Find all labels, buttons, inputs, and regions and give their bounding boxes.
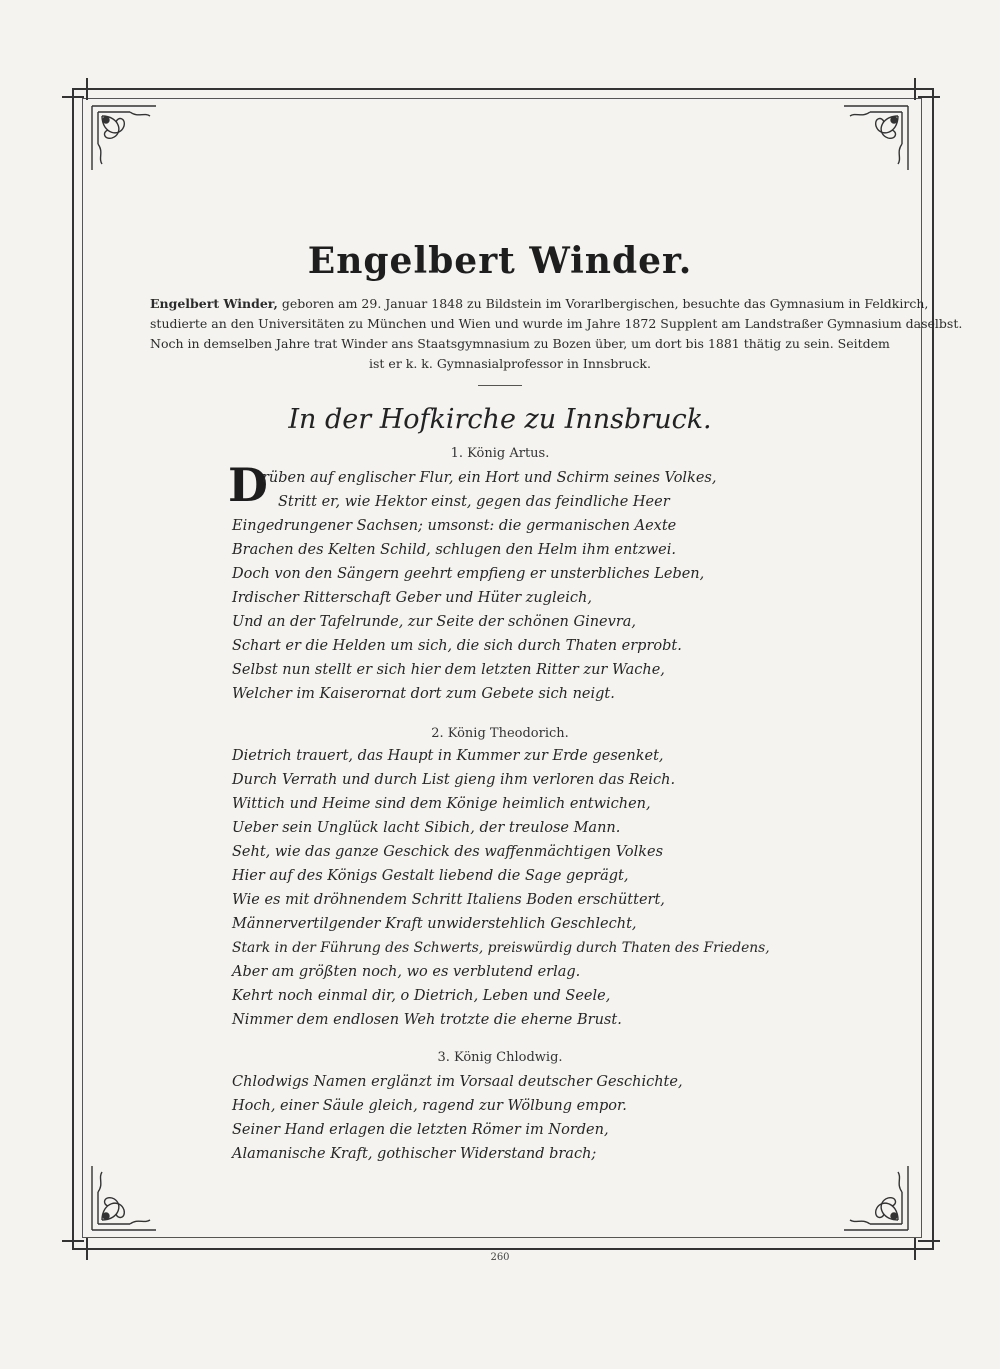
poem-line: Selbst nun stellt er sich hier dem letzten Ritter zur Wache,	[232, 662, 665, 678]
poem-line: Und an der Tafelrunde, zur Seite der schönen Ginevra,	[232, 614, 637, 630]
poem-line: Seht, wie das ganze Geschick des waffenmächtigen Volkes	[232, 844, 664, 860]
page-number: 260	[490, 1252, 510, 1263]
poem-line: Wie es mit dröhnendem Schritt Italiens Boden erschüttert,	[232, 892, 665, 908]
author-biography	[150, 294, 963, 374]
poem-line: Ueber sein Unglück lacht Sibich, der treulose Mann.	[232, 820, 621, 836]
corner-tick	[62, 96, 84, 98]
poem-line: Stark in der Führung des Schwerts, preiswürdig durch Thaten des Friedens,	[232, 940, 770, 956]
poem-line: Irdischer Ritterschaft Geber und Hüter zugleich,	[232, 590, 592, 606]
author-title: Engelbert Winder.	[307, 240, 693, 282]
poem-line: Hier auf des Königs Gestalt liebend die Sage geprägt,	[232, 868, 629, 884]
poem-line: Durch Verrath und durch List gieng ihm verloren das Reich.	[232, 772, 676, 788]
poem-line: Eingedrungener Sachsen; umsonst: die germanischen Aexte	[232, 518, 677, 534]
bio-line	[150, 294, 929, 314]
bio-author-name: Engelbert Winder,	[150, 296, 278, 311]
section-heading: 1. König Artus.	[450, 446, 550, 461]
corner-tick	[918, 96, 940, 98]
poem-line: Seiner Hand erlagen die letzten Römer im Norden,	[232, 1122, 609, 1138]
section-divider	[478, 385, 522, 386]
drop-cap: D	[228, 458, 268, 512]
poem-line: Welcher im Kaiserornat dort zum Gebete sich neigt.	[232, 686, 615, 702]
corner-tick	[86, 78, 88, 100]
corner-tick	[914, 78, 916, 100]
corner-tick	[918, 1240, 940, 1242]
bio-line: ist er k. k. Gymnasialprofessor in Innsbruck.	[369, 356, 651, 371]
poem-line: Nimmer dem endlosen Weh trotzte die eherne Brust.	[232, 1012, 622, 1028]
poem-title: In der Hofkirche zu Innsbruck.	[288, 404, 712, 435]
poem-line: Kehrt noch einmal dir, o Dietrich, Leben und Seele,	[232, 988, 611, 1004]
poem-line: Stritt er, wie Hektor einst, gegen das feindliche Heer	[278, 494, 670, 510]
poem-line: Chlodwigs Namen erglänzt im Vorsaal deutscher Geschichte,	[232, 1074, 683, 1090]
poem-line: Doch von den Sängern geehrt empfieng er unsterbliches Leben,	[232, 566, 705, 582]
poem-line: Brachen des Kelten Schild, schlugen den Helm ihm entzwei.	[232, 542, 676, 558]
section-heading: 2. König Theodorich.	[431, 726, 569, 741]
corner-tick	[62, 1240, 84, 1242]
poem-line: Aber am größten noch, wo es verblutend erlag.	[232, 964, 581, 980]
poem-line: Dietrich trauert, das Haupt in Kummer zur Erde gesenket,	[232, 748, 664, 764]
corner-ornament-top-right	[840, 104, 910, 174]
section-heading: 3. König Chlodwig.	[437, 1050, 563, 1065]
bio-line: Noch in demselben Jahre trat Winder ans Staatsgymnasium zu Bozen über, um dort bis 1881 thätig zu sein. Seitdem	[150, 336, 890, 351]
corner-ornament-bottom-right	[840, 1162, 910, 1232]
corner-ornament-bottom-left	[90, 1162, 160, 1232]
bio-text: geboren am 29. Januar 1848 zu Bildstein im Vorarlbergischen, besuchte das Gymnasium in Feldkirch,	[281, 296, 929, 311]
bio-line: studierte an den Universitäten zu München und Wien und wurde im Jahre 1872 Supplent am Landstraßer Gymnasium daselbst.	[150, 316, 963, 331]
corner-ornament-top-left	[90, 104, 160, 174]
poem-line: Hoch, einer Säule gleich, ragend zur Wölbung empor.	[232, 1098, 627, 1114]
poem-line: Männervertilgender Kraft unwiderstehlich Geschlecht,	[232, 916, 637, 932]
poem-line: Alamanische Kraft, gothischer Widerstand brach;	[232, 1146, 597, 1162]
poem-line: Wittich und Heime sind dem Könige heimlich entwichen,	[232, 796, 651, 812]
poem-line: rüben auf englischer Flur, ein Hort und Schirm seines Volkes,	[262, 470, 717, 486]
poem-line: Schart er die Helden um sich, die sich durch Thaten erprobt.	[232, 638, 682, 654]
